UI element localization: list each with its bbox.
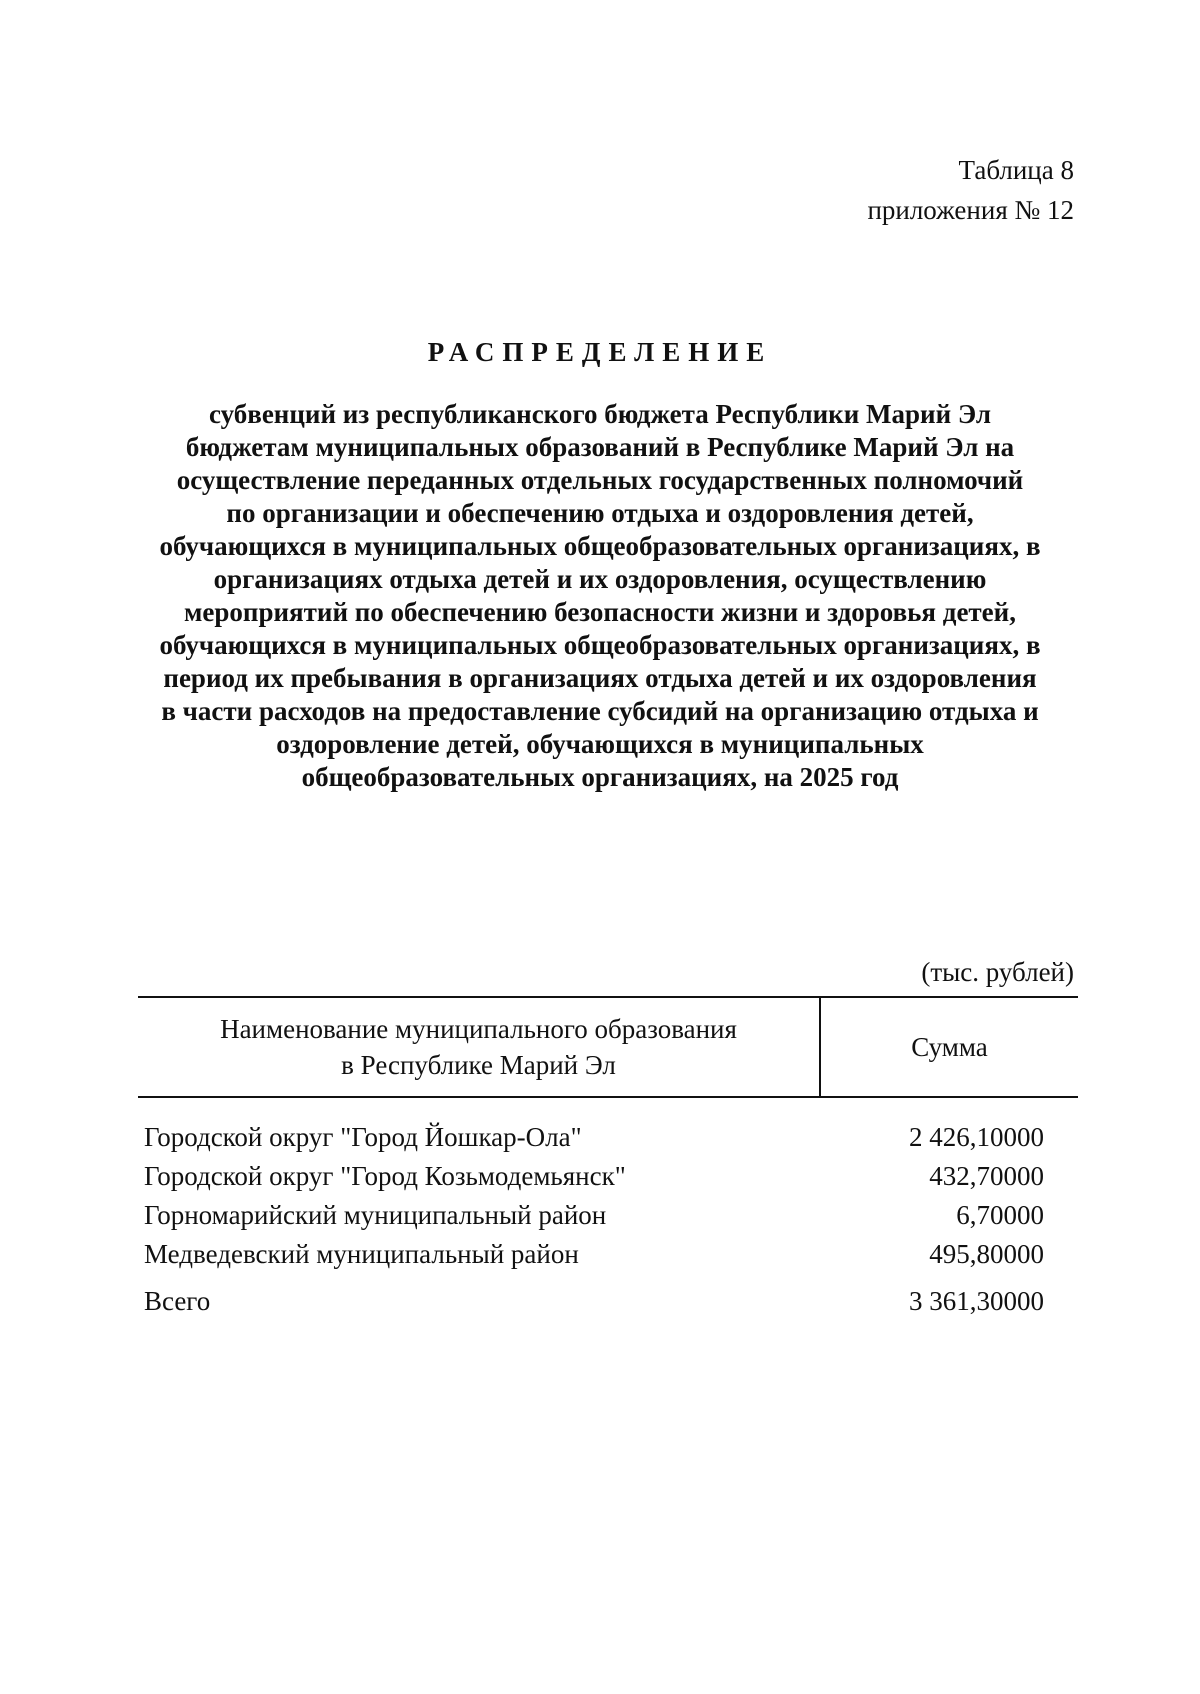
subtitle-line: обучающихся в муниципальных общеобразовательных организациях, в <box>159 531 1041 561</box>
table-row <box>138 1161 1078 1200</box>
distribution-table <box>138 996 1078 1325</box>
table-row <box>138 1200 1078 1239</box>
subtitle-line: обучающихся в муниципальных общеобразовательных организациях, в <box>159 630 1041 660</box>
subtitle-line: организациях отдыха детей и их оздоровления, осуществлению <box>213 564 987 594</box>
document-subtitle <box>130 398 1070 794</box>
table-row <box>138 1122 1078 1161</box>
column-header-name-line1: Наименование муниципального образования <box>220 1014 737 1044</box>
amount-value: 6,70000 <box>956 1200 1044 1230</box>
amount-value: 432,70000 <box>929 1161 1044 1191</box>
subtitle-line: осуществление переданных отдельных государственных полномочий <box>176 465 1024 495</box>
table-number: Таблица 8 <box>958 155 1074 185</box>
subtitle-line: общеобразовательных организациях, на 2025 год <box>301 762 899 792</box>
total-value: 3 361,30000 <box>909 1286 1044 1316</box>
subtitle-line: оздоровление детей, обучающихся в муниципальных <box>276 729 924 759</box>
table-header <box>138 996 1078 1098</box>
subtitle-line: период их пребывания в организациях отдыха детей и их оздоровления <box>163 663 1037 693</box>
subtitle-line: по организации и обеспечению отдыха и оздоровления детей, <box>226 498 974 528</box>
table-body <box>138 1122 1078 1325</box>
appendix-number: приложения № 12 <box>867 195 1074 225</box>
subtitle-line: в части расходов на предоставление субсидий на организацию отдыха и <box>161 696 1039 726</box>
table-reference <box>867 150 1074 230</box>
municipality-name: Городской округ "Город Йошкар-Ола" <box>144 1122 582 1152</box>
document-title: РАСПРЕДЕЛЕНИЕ <box>427 337 773 367</box>
subtitle-line: субвенций из республиканского бюджета Республики Марий Эл <box>208 399 992 429</box>
subtitle-line: бюджетам муниципальных образований в Республике Марий Эл на <box>185 432 1015 462</box>
column-header-name-line2: в Республике Марий Эл <box>341 1050 616 1080</box>
table-row <box>138 1239 1078 1278</box>
municipality-name: Горномарийский муниципальный район <box>144 1200 607 1230</box>
total-label: Всего <box>144 1286 211 1316</box>
amount-value: 2 426,10000 <box>909 1122 1044 1152</box>
column-header-sum: Сумма <box>911 1031 988 1062</box>
municipality-name: Городской округ "Город Козьмодемьянск" <box>144 1161 626 1191</box>
municipality-name: Медведевский муниципальный район <box>144 1239 579 1269</box>
amount-value: 495,80000 <box>929 1239 1044 1269</box>
total-row <box>138 1286 1078 1325</box>
units-label: (тыс. рублей) <box>921 957 1074 987</box>
column-header-name <box>138 998 821 1096</box>
subtitle-line: мероприятий по обеспечению безопасности жизни и здоровья детей, <box>184 597 1016 627</box>
